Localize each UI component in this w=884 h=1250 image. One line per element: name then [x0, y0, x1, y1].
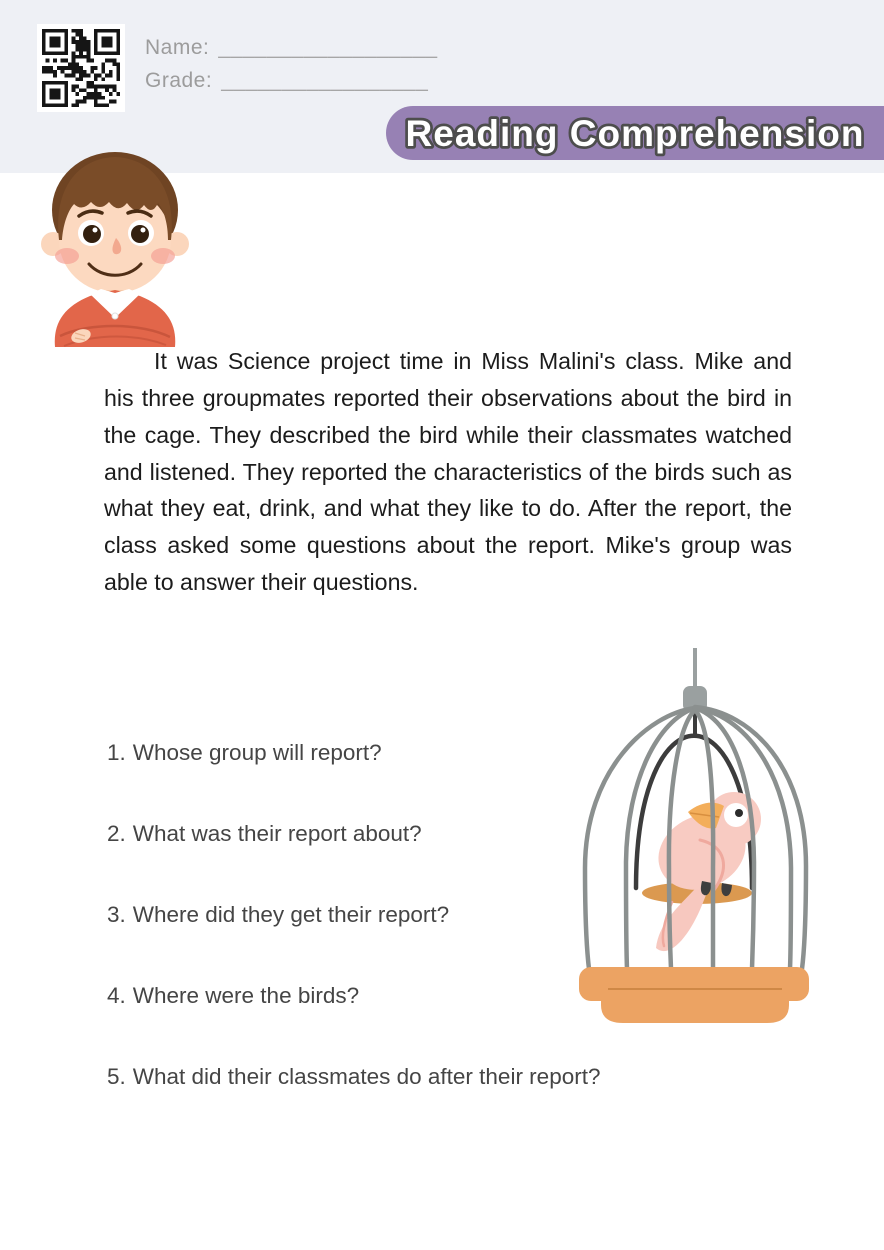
question-number: 5.: [107, 1064, 126, 1089]
question-item-4: [107, 982, 600, 1010]
question-number: 1.: [107, 740, 126, 765]
qr-code-icon: [42, 29, 120, 107]
question-item-3: [107, 901, 600, 929]
question-item-5: [107, 1063, 600, 1091]
question-text: What did their classmates do after their report?: [132, 1064, 601, 1089]
grade-label: Grade:: [145, 69, 213, 92]
student-fields: [145, 36, 438, 102]
question-number: 2.: [107, 821, 126, 846]
question-text: Whose group will report?: [132, 740, 382, 765]
bird-cage-illustration: [563, 644, 819, 1030]
title-banner: [386, 106, 884, 160]
boy-illustration: [30, 140, 200, 347]
question-text: What was their report about?: [132, 821, 422, 846]
qr-code: [37, 24, 125, 112]
name-row: [145, 36, 438, 69]
name-blank-line[interactable]: __________________: [218, 36, 438, 59]
question-number: 3.: [107, 902, 126, 927]
grade-row: [145, 69, 438, 102]
grade-blank-line[interactable]: _________________: [221, 69, 429, 92]
question-text: Where were the birds?: [132, 983, 360, 1008]
question-item-2: [107, 820, 600, 848]
page-title: Reading Comprehension: [405, 113, 865, 154]
question-item-1: [107, 739, 600, 767]
question-list: [107, 739, 600, 1144]
question-text: Where did they get their report?: [132, 902, 450, 927]
question-number: 4.: [107, 983, 126, 1008]
name-label: Name:: [145, 36, 210, 59]
passage-text: It was Science project time in Miss Malini's class. Mike and his three groupmates reported their observations about the bird in the cage. They described the bird while their classmates watched and listened. They reported the characteristics of the birds such as what they eat, drink, and what they like to do. After the report, the class asked some questions about the report. Mike's group was able to answer their questions.: [104, 348, 792, 595]
